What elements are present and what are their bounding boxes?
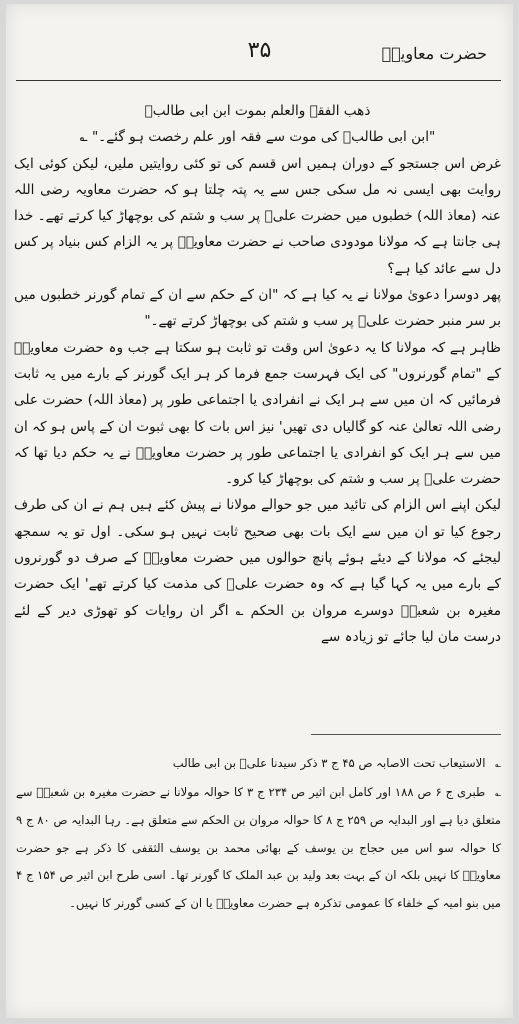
running-title: حضرت معاویہؓ [381, 44, 487, 63]
book-page [6, 4, 513, 1018]
footnote-divider [311, 734, 501, 735]
page-number: ۳۵ [247, 38, 272, 63]
paragraph: پھر دوسرا دعویٰ مولانا نے یہ کیا ہے کہ "ان کے حکم سے ان کے تمام گورنر خطبوں میں بر سر منبر حضرت علیؓ پر سب و شتم کی بوچھاڑ کرتے تھے۔" [14, 287, 501, 330]
footnotes [16, 750, 501, 917]
header-rule [16, 80, 501, 81]
paragraph: ظاہر ہے کہ مولانا کا یہ دعویٰ اس وقت تو ثابت ہو سکتا ہے جب وہ حضرت معاویہؓ کے "تمام گورنروں" کی ایک فہرست جمع فرما کر ہر ایک گورنر کے بارے میں یہ ثابت فرمائیں کہ ان میں سے ہر ایک نے انفرادی یا اجتماعی طور پر (معاذ اللہ) حضرت علی رضی اللہ تعالیٰ عنہ کو گالیاں دی تھیں' نیز اس بات کا بھی ثبوت ان کے پاس ہو کہ ان میں سے ہر ایک کو انفرادی یا اجتماعی طور پر حضرت معاویہؓ نے یہ حکم دیا تھا کہ حضرت علیؓ پر سب و شتم کی بوچھاڑ کیا کرو۔ [14, 339, 501, 488]
main-text [14, 98, 501, 650]
page-header [6, 4, 513, 84]
footnote [16, 750, 501, 779]
footnote-text: طبری ج ۶ ص ۱۸۸ اور کامل ابن اثیر ص ۲۳۴ ج ۳ کا حوالہ مولانا نے حضرت مغیرہ بن شعبہؓ سے متعلق دیا ہے اور البدایہ ص ۲۵۹ ج ۸ کا حوالہ مروان بن الحکم سے متعلق ہے۔ رہا البدایہ ص ۸۰ ج ۹ کا حوالہ سو اس میں حجاج بن یوسف کے بھائی محمد بن یوسف الثقفی کا ذکر ہے جو حضرت معاویہؓ کا نہیں بلکہ ان کے بہت بعد ولید بن عبد الملک کا گورنر تھا۔ اسی طرح ابن اثیر ص ۱۵۴ ج ۴ میں بنو امیہ کے خلفاء کا عمومی تذکرہ ہے حضرت معاویہؓ یا ان کے کسی گورنر کا نہیں۔ [16, 784, 502, 910]
paragraph: غرض اس جستجو کے دوران ہمیں اس قسم کی تو کئی روایتیں ملیں، لیکن کوئی ایک روایت بھی ایسی نہ مل سکی جس سے یہ پتہ چلتا ہو کہ حضرت معاویہ رضی اللہ عنہ (معاذ اللہ) خطبوں میں حضرت علیؓ پر سب و شتم کی بوچھاڑ کیا کرتے تھے۔ خدا ہی جانتا ہے کہ مولانا مودودی صاحب نے حضرت معاویہؓ پر یہ الزام کس بنیاد پر کس دل سے عائد کیا ہے؟ [14, 155, 501, 277]
quote-translation: "ابن ابی طالبؓ کی موت سے فقہ اور علم رخصت ہو گئے۔" ؎ [79, 129, 436, 146]
paragraph: لیکن اپنے اس الزام کی تائید میں جو حوالے مولانا نے پیش کئے ہیں ہم نے ان کی طرف رجوع کیا تو ان میں سے ایک بات بھی صحیح ثابت نہیں ہو سکی۔ اول تو یہ سمجھ لیجئے کہ مولانا کے دیئے ہوئے پانچ حوالوں میں حضرت معاویہؓ کے صرف دو گورنروں کے بارے میں یہ کہا گیا ہے کہ وہ حضرت علیؓ کی مذمت کیا کرتے تھے' ایک حضرت مغیرہ بن شعبہؓ دوسرے مروان بن الحکم ؎ اگر ان روایات کو تھوڑی دیر کے لئے درست مان لیا جائے تو زیادہ سے [14, 497, 501, 645]
footnote [16, 779, 501, 918]
footnote-mark: ؎ [495, 759, 501, 770]
footnote-mark: ؎ [495, 787, 501, 799]
arabic-quote: ذھب الفقہ والعلم بموت ابن ابی طالبؓ [144, 103, 371, 119]
footnote-text: الاستیعاب تحت الاصابہ ص ۴۵ ج ۳ ذکر سیدنا علیؓ بن ابی طالب [172, 756, 486, 770]
